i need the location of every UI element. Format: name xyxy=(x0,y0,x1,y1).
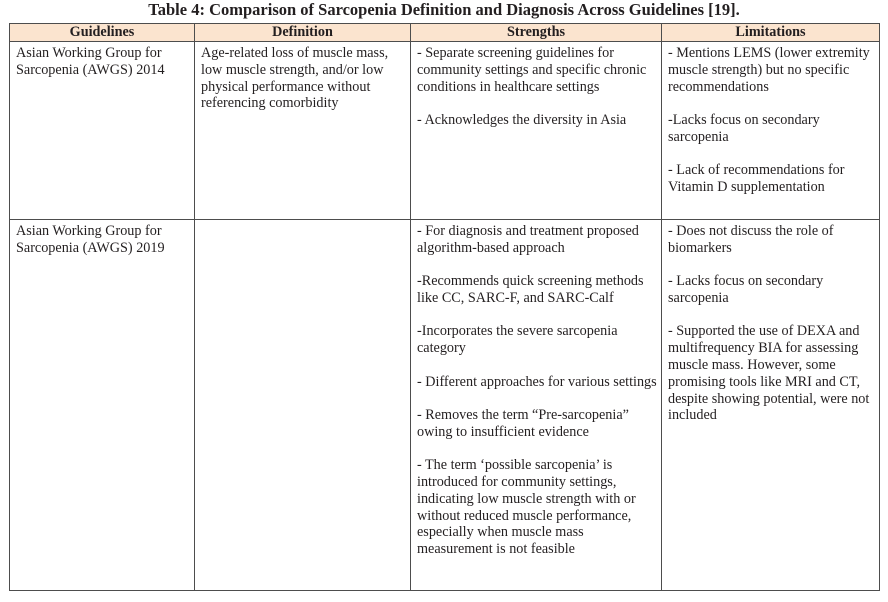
strength-item: - The term ‘possible sarcopenia’ is introduced for community settings, indicating low muscle strength with or without reduced muscle performance, especially when muscle mass measurement is not feasible xyxy=(417,457,636,558)
strength-item: - For diagnosis and treatment proposed algorithm-based approach xyxy=(417,223,639,256)
header-guidelines: Guidelines xyxy=(10,24,195,42)
limitation-item: - Lack of recommendations for Vitamin D supplementation xyxy=(668,162,845,195)
cell-definition xyxy=(195,42,411,220)
guideline-text: Asian Working Group for Sarcopenia (AWGS) 2019 xyxy=(16,223,165,256)
guideline-text: Asian Working Group for Sarcopenia (AWGS) 2014 xyxy=(16,45,165,78)
limitation-item: - Lacks focus on secondary sarcopenia xyxy=(668,273,824,306)
table-row-awgs-2019 xyxy=(10,220,880,591)
strength-item: - Different approaches for various settings xyxy=(417,373,657,390)
header-definition: Definition xyxy=(195,24,411,42)
limitation-item: - Does not discuss the role of biomarkers xyxy=(668,223,834,256)
strength-item: -Incorporates the severe sarcopenia category xyxy=(417,323,618,357)
cell-limitations xyxy=(662,220,880,591)
table-row-awgs-2014 xyxy=(10,42,880,220)
cell-guideline xyxy=(10,42,195,220)
limitation-item: -Lacks focus on secondary sarcopenia xyxy=(668,111,820,145)
limitation-item: - Mentions LEMS (lower extremity muscle strength) but no specific recommendations xyxy=(668,45,870,95)
limitation-item: - Supported the use of DEXA and multifrequency BIA for assessing muscle mass. However, some promising tools like MRI and CT, despite showing potential, were not included xyxy=(668,323,870,424)
header-row xyxy=(10,24,880,42)
header-limitations: Limitations xyxy=(662,24,880,42)
cell-guideline xyxy=(10,220,195,591)
header-strengths: Strengths xyxy=(411,24,662,42)
cell-strengths xyxy=(411,42,662,220)
cell-definition xyxy=(195,220,411,591)
strength-item: - Acknowledges the diversity in Asia xyxy=(417,111,627,128)
strength-item: -Recommends quick screening methods like CC, SARC-F, and SARC-Calf xyxy=(417,273,644,306)
strength-item: - Separate screening guidelines for community settings and specific chronic conditions in healthcare settings xyxy=(417,45,647,95)
strength-item: - Removes the term “Pre-sarcopenia” owing to insufficient evidence xyxy=(417,406,629,440)
comparison-table xyxy=(9,23,880,591)
table-caption: Table 4: Comparison of Sarcopenia Definition and Diagnosis Across Guidelines [19]. xyxy=(148,0,740,19)
definition-text: Age-related loss of muscle mass, low muscle strength, and/or low physical performance without referencing comorbidity xyxy=(201,45,389,112)
cell-limitations xyxy=(662,42,880,220)
cell-strengths xyxy=(411,220,662,591)
